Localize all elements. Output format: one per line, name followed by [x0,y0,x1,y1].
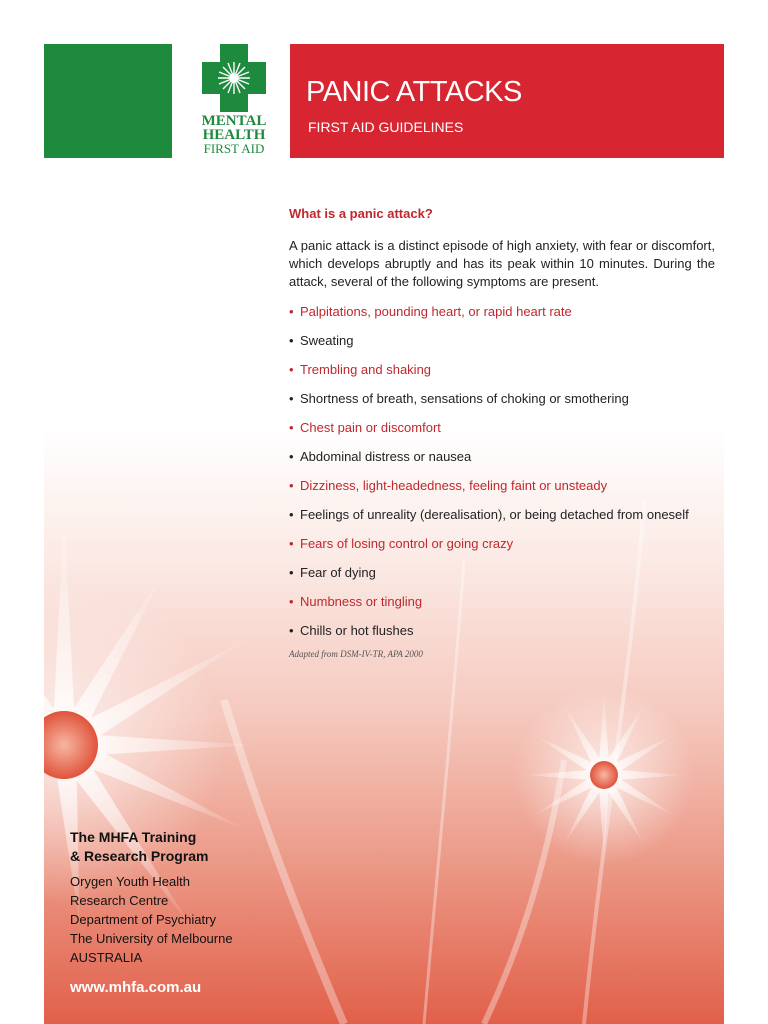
program-name-line-2: & Research Program [70,848,209,864]
small-flower [514,685,694,865]
program-name-line-1: The MHFA Training [70,829,197,845]
document-page [44,0,724,1024]
symptom-list [289,303,715,639]
logo-line-health: HEALTH [202,127,266,143]
address-line: AUSTRALIA [70,950,143,965]
source-citation: Adapted from DSM-IV-TR, APA 2000 [289,649,423,659]
address-block [70,872,233,967]
logo-line-mental: MENTAL [201,113,267,129]
address-line: Department of Psychiatry [70,912,216,927]
address-line: The University of Melbourne [70,931,233,946]
list-item: • Shortness of breath, sensations of choking or smothering [289,390,715,407]
list-item: • Fear of dying [289,564,715,581]
mhfa-logo [194,44,274,168]
footer-block [70,828,233,996]
address-line: Orygen Youth Health [70,874,190,889]
list-item: • Palpitations, pounding heart, or rapid heart rate [289,303,715,320]
main-content [289,206,715,659]
list-item: • Sweating [289,332,715,349]
green-header-block [44,44,172,158]
page-title: PANIC ATTACKS [306,76,522,108]
intro-paragraph: A panic attack is a distinct episode of high anxiety, with fear or discomfort, which develops abruptly and has its peak within 10 minutes. During the attack, several of the following symptoms are present. [289,238,715,289]
list-item: • Trembling and shaking [289,361,715,378]
logo-line-first-aid: FIRST AID [203,141,265,156]
page-subtitle: FIRST AID GUIDELINES [308,119,464,135]
website-link[interactable]: www.mhfa.com.au [70,979,202,996]
list-item: • Chest pain or discomfort [289,419,715,436]
address-line: Research Centre [70,893,169,908]
cross-with-star-icon [194,44,274,112]
list-item: • Abdominal distress or nausea [289,448,715,465]
list-item: • Fears of losing control or going crazy [289,535,715,552]
section-heading: What is a panic attack? [289,206,433,221]
list-item: • Chills or hot flushes [289,622,715,639]
list-item: • Numbness or tingling [289,593,715,610]
title-banner [290,44,724,158]
list-item: • Dizziness, light-headedness, feeling faint or unsteady [289,477,715,494]
list-item: • Feelings of unreality (derealisation), or being detached from oneself [289,506,715,523]
